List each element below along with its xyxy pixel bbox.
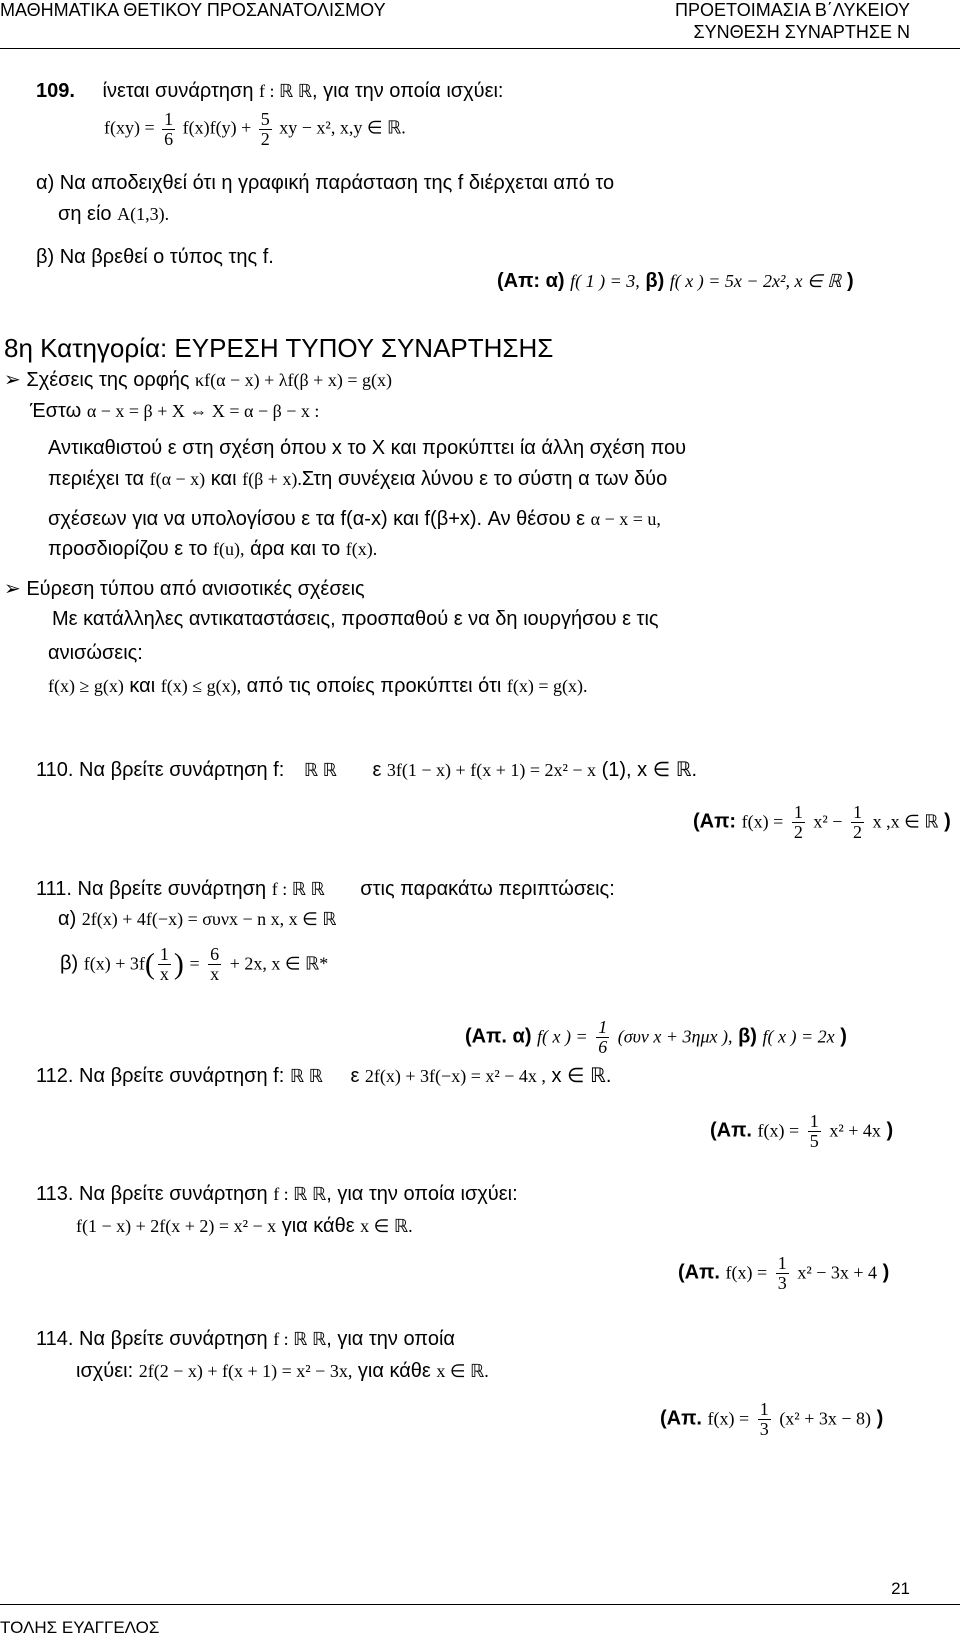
fraction [792, 803, 805, 842]
answer-close: ) [846, 270, 854, 292]
footer-rule [0, 1604, 960, 1605]
exercise-tail: , για την οποία ισχύει: [312, 80, 504, 102]
math: + 2x, x ∈ ℝ* [229, 953, 329, 974]
math: f( x ) = 2x [762, 1026, 835, 1047]
function-mapping: ℝ ℝ [289, 1066, 323, 1086]
text: και [210, 468, 237, 490]
exercise-number: 114. [36, 1328, 74, 1350]
exercise-113-equation [76, 1215, 413, 1238]
fraction-den: 6 [598, 1036, 608, 1057]
let-line [30, 400, 319, 423]
exercise-number: 113. [36, 1183, 74, 1205]
explain-line2 [48, 468, 667, 491]
exercise-109-answer [497, 270, 854, 293]
fraction-num: 1 [793, 802, 803, 822]
ineq-line1: Με κατάλληλες αντικαταστάσεις, προσπαθού ε να δη ιουργήσου ε τις [52, 608, 659, 630]
answer-a: f( 1 ) = 3, [570, 271, 640, 291]
page-number: 21 [891, 1579, 910, 1598]
header-right-line1: ΠΡΟΕΤΟΙΜΑΣΙΑ Β΄ΛΥΚΕΙΟΥ [675, 0, 910, 20]
function-mapping: f : ℝ ℝ [259, 81, 313, 101]
fraction [162, 110, 175, 149]
equation-part: xy − x², x,y ∈ ℝ. [279, 117, 406, 138]
text: προσδιορίζου ε το [48, 538, 208, 560]
fraction [596, 1018, 609, 1057]
fraction [851, 803, 864, 842]
text: Να βρείτε συνάρτηση f: [79, 759, 285, 781]
text: ε [372, 759, 382, 781]
math: f(x) ≤ g(x), [160, 676, 242, 696]
fraction-num: 1 [809, 1111, 819, 1131]
fraction-den: 2 [793, 821, 803, 842]
exercise-110-answer [693, 803, 951, 842]
fraction-den: 6 [164, 128, 174, 149]
fraction-num: 1 [164, 109, 174, 129]
answer-close: ) [840, 1025, 847, 1048]
math: α − x = u, [590, 509, 661, 529]
math: x ∈ ℝ. [436, 1361, 489, 1381]
text: ε [350, 1065, 360, 1087]
ineq-line3 [48, 675, 588, 698]
text: ισχύει: [76, 1360, 134, 1382]
exercise-114-answer [660, 1400, 883, 1439]
header-left: ΜΑΘΗΜΑΤΙΚΑ ΘΕΤΙΚΟΥ ΠΡΟΣΑΝΑΤΟΛΙΣΜΟΥ [0, 0, 386, 20]
exercise-109-line1 [36, 80, 503, 103]
text: Εύρεση τύπου από ανισοτικές σχέσεις [26, 578, 365, 600]
math: f(1 − x) + 2f(x + 2) = x² − x [76, 1216, 277, 1236]
header-right-line2: ΣΥΝΘΕΣΗ ΣΥΝΑΡΤΗΣΕ Ν [693, 22, 910, 42]
text: ση είο [58, 203, 112, 225]
exercise-114-line2 [76, 1360, 489, 1383]
answer-b: f( x ) = 5x − 2x², x ∈ ℝ [669, 271, 842, 291]
fraction-num: 1 [598, 1017, 608, 1037]
paren: ) [173, 947, 184, 981]
fraction-den: x [159, 963, 169, 984]
function-mapping: ℝ ℝ [303, 760, 337, 780]
bullet-1 [4, 367, 392, 392]
exercise-113-answer [678, 1254, 889, 1293]
text: σχέσεων για να υπολογίσου ε τα f(α-x) και f(β+x). Αν θέσου ε [48, 508, 586, 530]
math: f(x) = [741, 811, 784, 832]
math: = [189, 953, 200, 974]
math: f(x) ≥ g(x) [48, 676, 124, 696]
math: x ,x ∈ ℝ [872, 811, 939, 832]
answer-close: ) [882, 1261, 890, 1284]
fraction [208, 945, 221, 984]
math: f(u), [213, 539, 245, 559]
text: Να βρείτε συνάρτηση [79, 1328, 268, 1350]
math: α − x = β + X ⇔ X = α − β − x : [86, 401, 320, 421]
text: Σχέσεις της ορφής [26, 369, 190, 391]
header-rule [0, 48, 960, 49]
text: για κάθε [357, 1360, 431, 1382]
math: (x² + 3x − 8) [779, 1408, 871, 1429]
math: f(x). [345, 539, 378, 559]
fraction-num: 1 [777, 1253, 787, 1273]
math: x² − [813, 811, 843, 832]
text: άρα και το [250, 538, 341, 560]
fraction [776, 1254, 789, 1293]
answer-close: ) [944, 810, 951, 833]
answer-close: ) [886, 1119, 894, 1142]
exercise-111-answer [465, 1018, 847, 1057]
math: x² + 4x [829, 1120, 881, 1141]
category-8-title: 8η Κατηγορία: ΕΥΡΕΣΗ ΤΥΠΟΥ ΣΥΝΑΡΤΗΣΗΣ [4, 333, 554, 363]
exercise-111 [36, 878, 615, 901]
exercise-109-equation [104, 110, 406, 149]
part-label: α) [58, 908, 77, 930]
fraction-den: 3 [777, 1272, 787, 1293]
text: για κάθε [281, 1215, 355, 1237]
exercise-109-part-a-line2 [58, 203, 169, 226]
math: κf(α − x) + λf(β + x) = g(x) [195, 370, 392, 390]
math: 2f(x) + 4f(−x) = συνx − n x, x ∈ ℝ [81, 909, 337, 929]
exercise-number: 109. [36, 80, 75, 102]
answer-b-label: β) [645, 270, 665, 292]
explain-line3 [48, 508, 661, 531]
answer-b-label: β) [738, 1025, 757, 1048]
text: Να βρείτε συνάρτηση f: [79, 1065, 285, 1087]
equation-part: f(xy) = [104, 117, 155, 138]
footer-author: ΤΟΛΗΣ ΕΥΑΓΓΕΛΟΣ [0, 1618, 160, 1637]
math: x² − 3x + 4 [797, 1262, 878, 1283]
math: x ∈ ℝ. [360, 1216, 413, 1236]
function-mapping: f : ℝ ℝ [273, 1184, 327, 1204]
text: στις παρακάτω περιπτώσεις: [360, 878, 615, 900]
exercise-109-part-a-line1: α) Να αποδειχθεί ότι η γραφική παράσταση της f διέρχεται από το [36, 172, 615, 194]
fraction [758, 1400, 771, 1439]
exercise-114 [36, 1328, 455, 1351]
text: , για την οποία [326, 1328, 455, 1350]
part-label: β) [60, 952, 79, 975]
fraction-den: 3 [759, 1418, 769, 1439]
arrowhead-bullet-icon: ➢ [4, 578, 21, 600]
math: f(α − x) [149, 469, 206, 489]
math: (συν x + 3ημx ), [617, 1026, 733, 1047]
arrowhead-bullet-icon: ➢ [4, 369, 21, 391]
equation-part: f(x)f(y) + [182, 117, 252, 138]
fraction [158, 945, 171, 984]
text: περιέχει τα [48, 468, 145, 490]
fraction-num: 1 [159, 944, 169, 964]
point-A: A(1,3). [117, 204, 170, 224]
exercise-111-part-a [58, 908, 337, 931]
math: f( x ) = [537, 1026, 588, 1047]
text: και [129, 675, 156, 697]
text: Έστω [30, 400, 82, 422]
exercise-109-part-b: β) Να βρεθεί ο τύπος της f. [36, 246, 274, 268]
fraction-den: 2 [260, 128, 270, 149]
answer-label: (Απ. [678, 1261, 720, 1284]
math: f(x) = g(x). [506, 676, 588, 696]
math: f(β + x). [242, 469, 302, 489]
text: , για την οποία ισχύει: [326, 1183, 518, 1205]
exercise-number: 111. [36, 878, 72, 900]
answer-label: (Απ. α) [465, 1025, 532, 1048]
bullet-2 [4, 576, 365, 601]
exercise-intro: ίνεται συνάρτηση [102, 80, 254, 102]
fraction-num: 1 [853, 802, 863, 822]
fraction-num: 5 [260, 109, 270, 129]
fraction-num: 1 [759, 1399, 769, 1419]
exercise-112 [36, 1063, 611, 1088]
exercise-111-part-b [60, 945, 328, 984]
math: 2f(2 − x) + f(x + 1) = x² − 3x, [138, 1361, 353, 1381]
exercise-number: 110. [36, 759, 74, 781]
fraction-num: 6 [210, 944, 220, 964]
paren: ( [144, 947, 155, 981]
math: 2f(x) + 3f(−x) = x² − 4x , [364, 1066, 546, 1086]
answer-close: ) [876, 1407, 884, 1430]
fraction-den: 2 [853, 821, 863, 842]
math: f(x) = [725, 1262, 768, 1283]
ineq-line2: ανισώσεις: [48, 642, 143, 664]
function-mapping: f : ℝ ℝ [273, 1329, 327, 1349]
answer-label: (Απ. [710, 1119, 752, 1142]
text: Στη συνέχεια λύνου ε το σύστη α των δύο [301, 468, 668, 490]
exercise-113 [36, 1183, 518, 1206]
fraction [259, 110, 272, 149]
explain-line4 [48, 538, 377, 561]
fraction-den: x [210, 963, 220, 984]
exercise-112-answer [710, 1112, 893, 1151]
exercise-number: 112. [36, 1065, 74, 1087]
math: f(x) = [757, 1120, 800, 1141]
answer-label: (Απ: α) [497, 270, 565, 292]
text: x ∈ ℝ. [551, 1065, 612, 1087]
answer-label: (Απ. [660, 1407, 702, 1430]
answer-label: (Απ: [693, 810, 737, 833]
text: από τις οποίες προκύπτει ότι [246, 675, 502, 697]
text: (1), x ∈ ℝ. [601, 759, 698, 781]
explain-line1: Αντικαθιστού ε στη σχέση όπου x το X και προκύπτει ία άλλη σχέση που [48, 437, 687, 459]
exercise-110 [36, 757, 697, 782]
math: f(x) = [707, 1408, 750, 1429]
fraction-den: 5 [809, 1130, 819, 1151]
function-mapping: f : ℝ ℝ [271, 879, 325, 899]
math: 3f(1 − x) + f(x + 1) = 2x² − x [386, 760, 597, 780]
text: Να βρείτε συνάρτηση [77, 878, 267, 900]
fraction [808, 1112, 821, 1151]
math: f(x) + 3f [83, 953, 145, 974]
text: Να βρείτε συνάρτηση [79, 1183, 268, 1205]
